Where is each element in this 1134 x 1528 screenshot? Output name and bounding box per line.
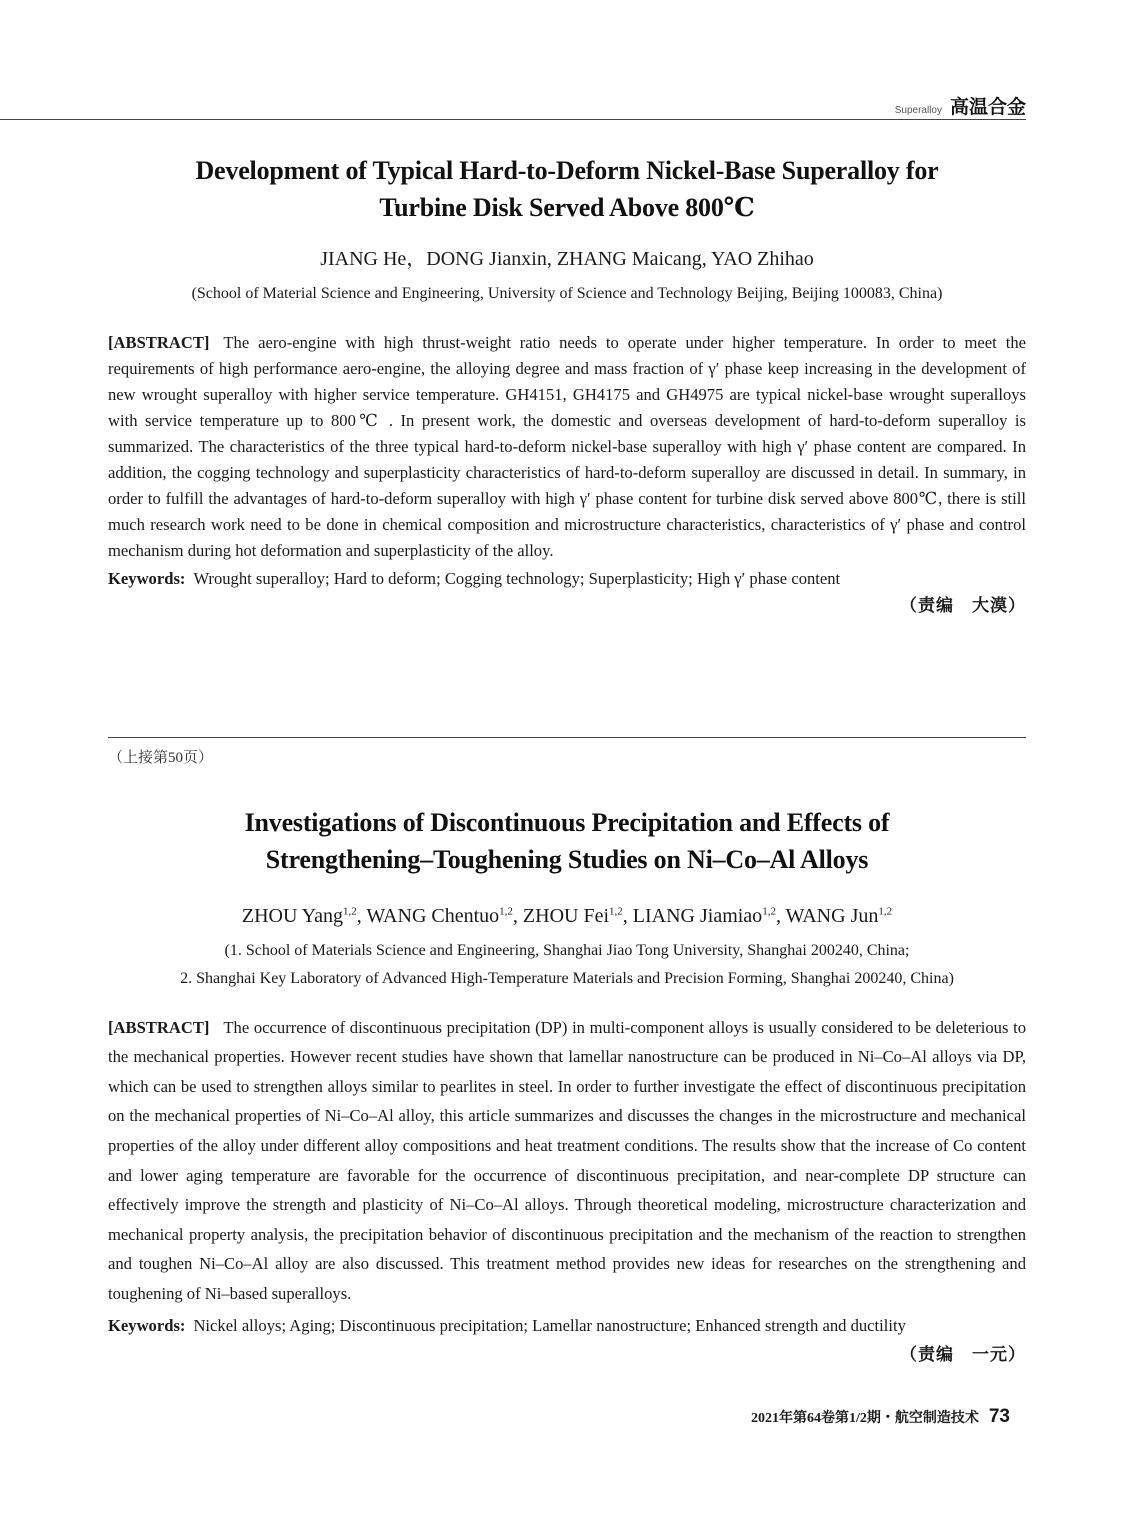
article-1-affiliation: (School of Material Science and Engineering, University of Science and Technology Beijing, Beijing 100083, China) xyxy=(191,285,943,302)
article-2-abstract-text: The occurrence of discontinuous precipitation (DP) in multi-component alloys is usually considered to be deleterious to the mechanical properties. However recent studies have shown that lamellar nanostructure can be produced in Ni–Co–Al alloys via DP, which can be used to strengthen alloys similar to pearlites in steel. In order to further investigate the effect of discontinuous precipitation on the mechanical properties of Ni–Co–Al alloy, this article summarizes and discusses the changes in the microstructure and mechanical properties of the alloy under different alloy compositions and heat treatment conditions. The results show that the increase of Co content and lower aging temperature are favorable for the occurrence of discontinuous precipitation, and near-complete DP structure can effectively improve the strength and plasticity of Ni–Co–Al alloys. Through theoretical modeling, microstructure characterization and mechanical property analysis, the precipitation behavior of discontinuous precipitation and the mechanism of the reaction to strengthen and toughen Ni–Co–Al alloy are also discussed. This treatment method provides new ideas for researches on the strengthening and toughening of Ni–based superalloys. xyxy=(108,1017,1026,1303)
page-number: 73 xyxy=(988,1406,1010,1427)
page-footer xyxy=(751,1406,1010,1428)
article-2-keywords xyxy=(108,1311,1026,1341)
article-2-abstract xyxy=(108,1013,1026,1309)
article-1-editor: （责编 大漠） xyxy=(900,596,1026,615)
article-2-keywords-text: Nickel alloys; Aging; Discontinuous precipitation; Lamellar nanostructure; Enhanced strength and ductility xyxy=(193,1315,906,1335)
running-head xyxy=(895,92,1026,119)
article-2-abstract-label: [ABSTRACT] xyxy=(108,1017,210,1037)
article-1-title xyxy=(108,152,1026,226)
author: WANG Chentuo$^{1,2}$, xyxy=(366,904,523,927)
author: ZHOU Yang$^{1,2}$, xyxy=(241,904,367,927)
article-1-keywords-label: Keywords: xyxy=(108,569,186,588)
article-2-title xyxy=(108,804,1026,878)
section-divider xyxy=(108,737,1026,738)
article-2-affiliation-line1: (1. School of Materials Science and Engineering, Shanghai Jiao Tong University, Shanghai 200240, China; xyxy=(224,941,910,959)
article-1-abstract-text: The aero-engine with high thrust-weight ratio needs to operate under higher temperature. In order to meet the requirements of high performance aero-engine, the alloying degree and mass fraction of γ′ phase keep increasing in the development of new wrought superalloy with higher service temperature. GH4151, GH4175 and GH4975 are typical nickel-base wrought superalloys with service temperature up to 800℃ . In present work, the domestic and overseas development of hard-to-deform superalloy is summarized. The characteristics of the three typical hard-to-deform nickel-base superalloy with high γ′ phase content are compared. In addition, the cogging technology and superplasticity characteristics of hard-to-deform superalloy are discussed in detail. In summary, in order to fulfill the advantages of hard-to-deform superalloy with high γ′ phase content for turbine disk served above 800℃, there is still much research work need to be done in chemical composition and microstructure characteristics, characteristics of γ′ phase and control mechanism during hot deformation and superplasticity of the alloy. xyxy=(108,333,1026,560)
article-2-authors xyxy=(108,898,1026,929)
article-2-affiliation xyxy=(108,937,1026,993)
article-1-abstract-label: [ABSTRACT] xyxy=(108,333,210,352)
article-2-affiliation-line2: 2. Shanghai Key Laboratory of Advanced High-Temperature Materials and Precision Forming, Shanghai 200240, China) xyxy=(180,969,954,987)
running-head-en: Superalloy xyxy=(894,105,942,116)
article-2 xyxy=(108,804,1026,1369)
article-2-title-line1: Investigations of Discontinuous Precipitation and Effects of xyxy=(244,808,890,837)
author: WANG Jun$^{1,2}$ xyxy=(785,904,893,927)
article-1-keywords-text: Wrought superalloy; Hard to deform; Cogging technology; Superplasticity; High γ′ phase content xyxy=(193,569,841,588)
continued-note: （上接第50页） xyxy=(108,750,214,766)
journal-issue: 2021年第64卷第1/2期・航空制造技术 xyxy=(750,1411,979,1426)
running-head-cn: 高温合金 xyxy=(949,97,1026,118)
article-1 xyxy=(108,152,1026,620)
article-1-authors: JIANG He，DONG Jianxin, ZHANG Maicang, YAO Zhihao xyxy=(320,248,814,270)
article-1-keywords xyxy=(108,566,1026,592)
article-1-abstract xyxy=(108,330,1026,564)
article-2-keywords-label: Keywords: xyxy=(108,1315,186,1335)
article-2-editor: （责编 一元） xyxy=(900,1344,1026,1364)
article-2-title-line2: Strengthening–Toughening Studies on Ni–Co–Al Alloys xyxy=(265,845,869,874)
header-rule xyxy=(0,119,1026,120)
author: ZHOU Fei$^{1,2}$, xyxy=(522,904,633,927)
author: LIANG Jiamiao$^{1,2}$, xyxy=(632,904,786,927)
article-1-title-line1: Development of Typical Hard-to-Deform Nickel-Base Superalloy for xyxy=(195,156,939,185)
article-1-title-line2: Turbine Disk Served Above 800℃ xyxy=(379,193,755,222)
